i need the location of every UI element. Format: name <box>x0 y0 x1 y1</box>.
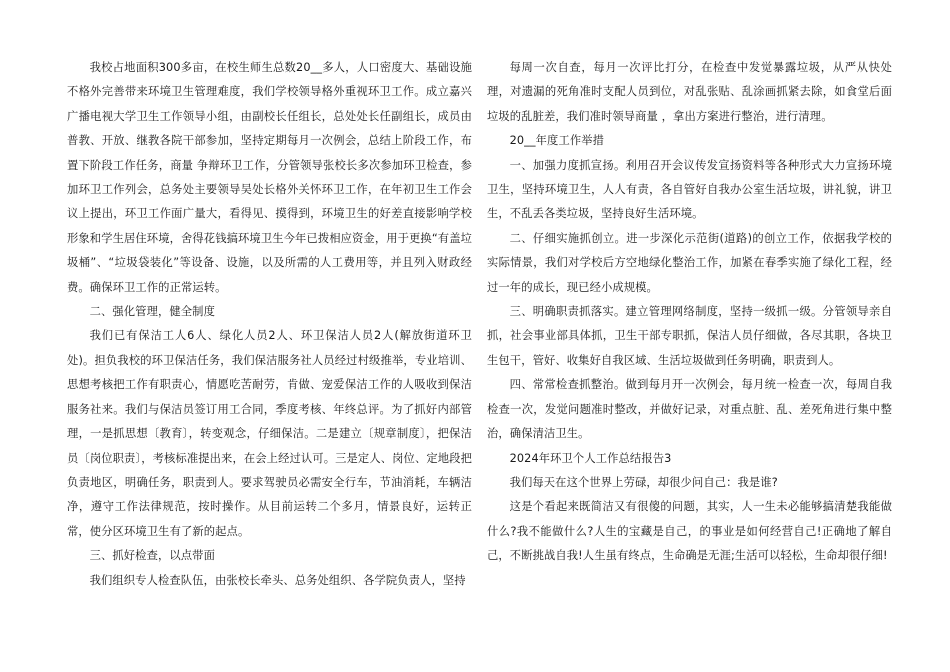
paragraph-inspection-continued: 每周一次自查，每月一次评比打分，在检查中发觉暴露垃圾，从严从快处理，对遗漏的死角准时支配人员到位，对乱张贴、乱涂画抓紧去除，如食堂后面垃圾的乱脏差，我们准时领导商量 ，拿出方案进行整治，进行清理。 <box>487 61 892 123</box>
report-title-3: 2024年环卫个人工作总结报告3 <box>509 451 672 465</box>
paragraph-staffing: 我们已有保洁工人6人、绿化人员2人、环卫保洁人员2人(解放街道环卫处)。担负我校的环卫保洁任务，我们保洁服务社人员经过村级推举，专业培训、思想考核把工作有职责心，情愿吃苦耐劳，肯做、宠爱保洁工作的人吸收到保洁服务社来。我们与保洁员签订用工合同，季度考核、年终总评。为了抓好内部管理，一是抓思想〔教育〕，转变观念，仔细保洁。二是建立〔规章制度〕，把保洁员〔岗位职责〕，考核标准提出来，在会上经过认可。三是定人、岗位、定地段把负责地区，明确任务，职责到人。要求驾驶员必需安全行车，节油消耗，车辆洁净，遵守工作法律规范，按时操作。从目前运转二个多月，情景良好，运转正常，使分区环境卫生有了新的起点。 <box>67 329 472 538</box>
paragraph-who-am-i: 我们每天在这个世界上劳碌，却很少问自己：我是谁? <box>509 475 778 489</box>
paragraph-measure-responsibility: 三、明确职责抓落实。建立管理网络制度，坚持一级抓一级。分管领导亲自抓，社会事业部具体抓，卫生干部专职抓，保洁人员仔细做，各尽其职，各块卫生包干，管好、收集好自我区域、生活垃圾做到任务明确，职责到人。 <box>487 305 892 367</box>
left-text-column <box>67 56 472 593</box>
paragraph-life-reflection: 这是个看起来既简洁又有很傻的问题，其实，人一生未必能够搞清楚我能做什么?我不能做什么?人生的宝藏是自己，的事业是如何经营自己!正确地了解自己，不断挑战自我!人生虽有终点，生命确是无涯;生活可以轻松，生命却很仔细! <box>487 500 892 563</box>
right-text-column <box>487 56 892 569</box>
paragraph-measure-creation: 二、仔细实施抓创立。进一步深化示范街(道路)的创立工作，依据我学校的实际情景，我们对学校后方空地绿化整治工作，加紧在春季实施了绿化工程，经过一年的成长，现已经小成规模。 <box>487 231 892 294</box>
paragraph-inspection-team: 我们组织专人检查队伍，由张校长牵头、总务处组织、各学院负责人，坚持 <box>89 573 466 587</box>
section-heading-annual-measures: 20__年度工作举措 <box>509 134 605 148</box>
paragraph-measure-inspection: 四、常常检查抓整治。做到每月开一次例会，每月统一检查一次，每周自我检查一次，发觉问题准时整改，并做好记录，对重点脏、乱、差死角进行集中整治，确保清洁卫生。 <box>487 378 892 441</box>
section-heading-inspection: 三、抓好检查，以点带面 <box>89 549 215 563</box>
paragraph-measure-publicity: 一、加强力度抓宣扬。利用召开会议传发宣扬资料等各种形式大力宣扬环境卫生，坚持环境卫生，人人有责，各自管好自我办公室生活垃圾，讲礼貌，讲卫生，不乱丢各类垃圾，坚持良好生活环境。 <box>487 158 892 221</box>
section-heading-management: 二、强化管理，健全制度 <box>89 305 215 319</box>
paragraph-school-overview: 我校占地面积300多亩，在校生师生总数20__多人，人口密度大、基础设施不格外完善带来环境卫生管理难度，我们学校领导格外重视环卫工作。成立嘉兴广播电视大学卫生工作领导小组，由副校长任组长，总处处长任副组长，成员由普教、开放、继教各院干部参加，坚持定期每月一次例会，总结上阶段工作，布置下阶段工作任务，商量 争辩环卫工作，分管领导张校长多次参加环卫检查，参加环卫工作列会，总务处主要领导吴处长格外关怀环卫工作，在年初卫生工作会议上提出，环卫工作面广量大，看得见、摸得到，环境卫生的好差直接影响学校形象和学生居住环境，舍得花钱搞环境卫生今年已拨相应资金，用于更换“有盖垃圾桶”、“垃圾袋装化”等设备、设施，以及所需的人工费用等，并且列入财政经费。确保环卫工作的正常运转。 <box>67 61 472 294</box>
